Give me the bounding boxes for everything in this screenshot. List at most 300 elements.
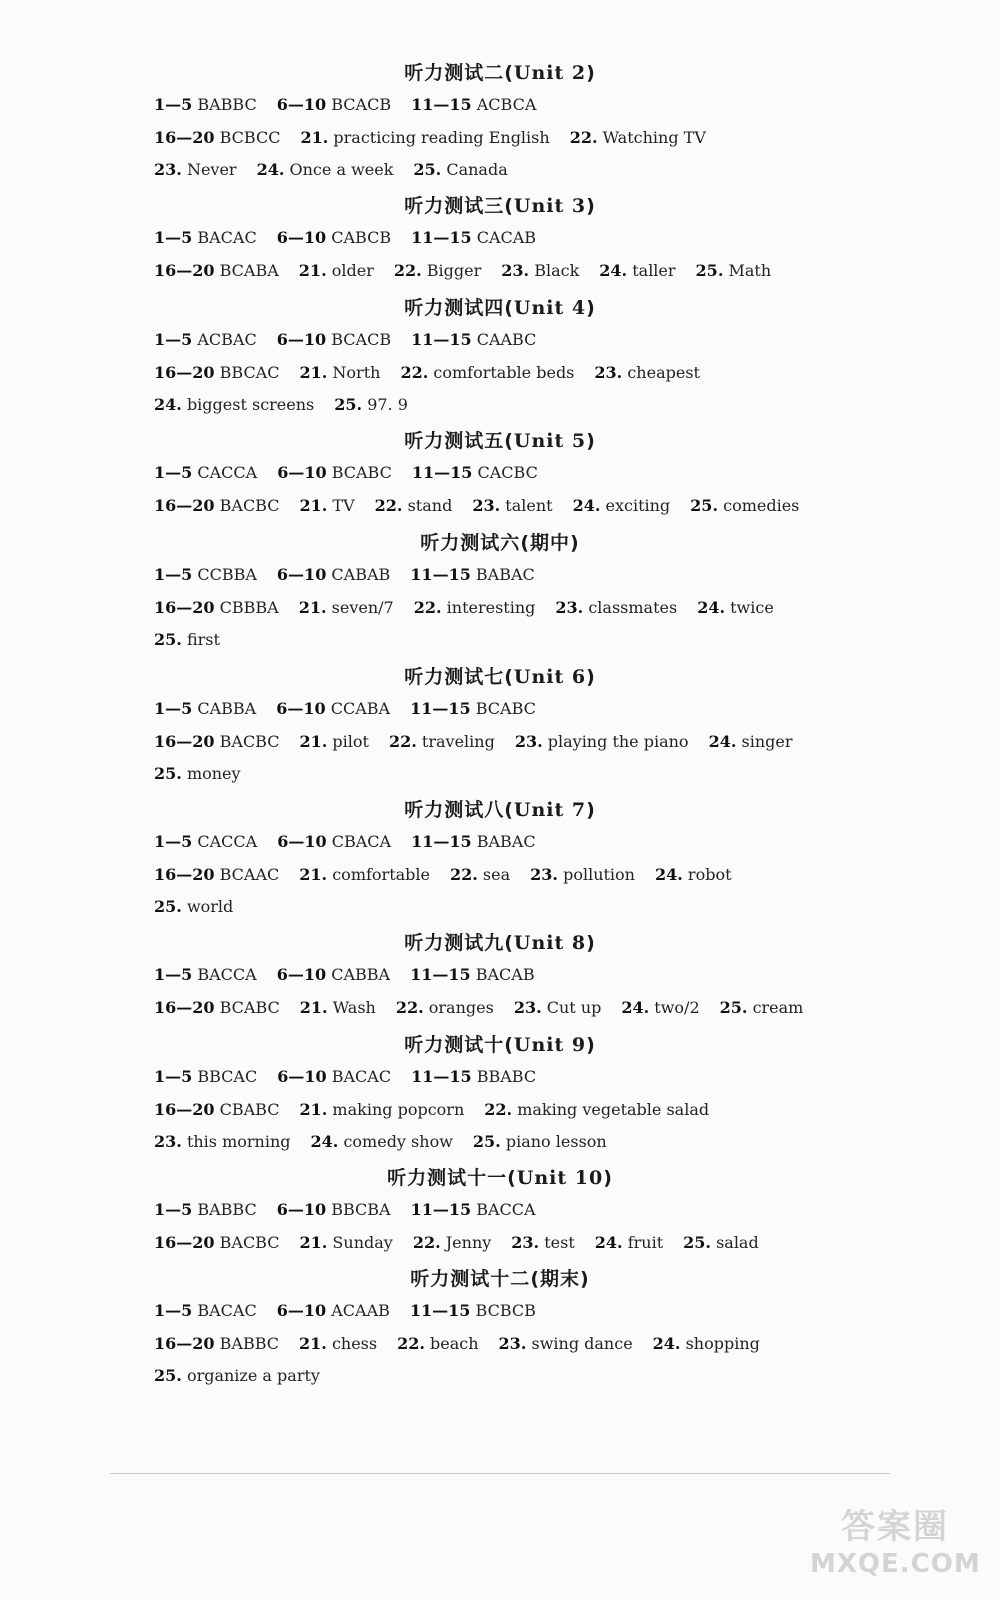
answer-item [411, 832, 536, 851]
section-title-cn: 听力测试六 [420, 532, 521, 554]
answer-row [154, 762, 974, 786]
section-title-cn: 听力测试二 [404, 62, 505, 84]
question-number: 22. [413, 597, 442, 617]
answer-value: organize a party [186, 1366, 320, 1386]
answer-item [154, 395, 314, 414]
watermark-en: MXQE.COM [810, 1549, 981, 1579]
question-number: 25. [719, 997, 748, 1017]
answer-value: piano lesson [505, 1132, 607, 1152]
question-number: 23. [498, 1333, 527, 1353]
answer-value: comfortable beds [433, 362, 575, 382]
answer-value: seven/7 [331, 597, 394, 617]
question-number: 21. [299, 997, 328, 1017]
answer-item [154, 496, 279, 515]
question-number: 24. [310, 1132, 339, 1152]
answer-item [595, 1233, 663, 1252]
answer-row [154, 730, 974, 754]
answer-item [411, 1067, 536, 1086]
answer-value: sea [482, 864, 511, 884]
answer-item [154, 998, 280, 1017]
question-number: 6—10 [276, 565, 327, 584]
answer-value: BCAAC [219, 864, 280, 884]
question-number: 1—5 [154, 965, 193, 984]
answer-item [530, 865, 635, 884]
answer-value: CACCA [197, 832, 258, 851]
section-title-unit: Unit 10 [516, 1167, 604, 1189]
section-title: 听力测试六(期中) [420, 532, 580, 554]
answer-value: beach [430, 1333, 479, 1353]
answer-item [154, 463, 257, 482]
answer-item [277, 95, 391, 114]
question-number: 23. [472, 495, 501, 515]
answer-value: CACAB [476, 228, 537, 247]
answer-item [154, 128, 280, 147]
answer-row [154, 461, 974, 485]
answer-item [154, 1233, 279, 1252]
answer-value: BABBC [219, 1333, 279, 1353]
answer-value: BCBCB [475, 1301, 536, 1320]
question-number: 24. [154, 395, 182, 415]
answer-item [277, 1067, 391, 1086]
answer-value: BCABA [219, 260, 279, 280]
answer-row [154, 259, 974, 283]
answer-item [299, 496, 354, 515]
question-number: 16—20 [154, 1333, 215, 1353]
question-number: 1—5 [154, 1067, 193, 1086]
answer-item [499, 1334, 633, 1353]
question-number: 6—10 [276, 1301, 327, 1320]
answer-row [154, 628, 974, 652]
answer-item [599, 261, 675, 280]
answer-item [299, 261, 374, 280]
question-number: 6—10 [277, 832, 327, 851]
answer-value: CABCB [331, 228, 392, 247]
answer-value: CCABA [330, 699, 391, 718]
answer-row [154, 1299, 974, 1323]
question-number: 25. [334, 395, 363, 415]
answer-item [154, 764, 241, 783]
answer-value: BCABC [219, 997, 280, 1017]
answer-value: stand [407, 495, 453, 515]
answer-item [299, 1334, 377, 1353]
answer-item [683, 1233, 759, 1252]
answer-row [154, 126, 974, 150]
question-number: 1—5 [154, 95, 193, 114]
answer-item [299, 1100, 464, 1119]
question-number: 24. [652, 1333, 681, 1353]
answer-value: talent [505, 495, 553, 515]
answer-value: Once a week [289, 160, 394, 180]
section-title: 听力测试五(Unit 5) [404, 430, 596, 452]
answer-item [154, 261, 279, 280]
answer-item [472, 496, 552, 515]
answer-row [154, 1198, 974, 1222]
question-number: 16—20 [154, 1099, 215, 1119]
question-number: 25. [690, 495, 719, 515]
answer-value: playing the piano [547, 731, 689, 751]
answer-item [413, 1233, 491, 1252]
answer-value: Watching TV [602, 127, 706, 147]
question-number: 22. [400, 362, 429, 382]
answer-item [414, 598, 536, 617]
section-title-unit: Unit 7 [513, 799, 587, 821]
question-number: 16—20 [154, 127, 215, 147]
question-number: 22. [569, 127, 598, 147]
question-number: 6—10 [276, 95, 327, 114]
answer-value: BCACB [331, 330, 392, 349]
question-number: 23. [555, 597, 584, 617]
answer-value: biggest screens [186, 395, 315, 415]
question-number: 22. [449, 864, 478, 884]
question-number: 11—15 [411, 228, 472, 247]
section-title: 听力测试三(Unit 3) [404, 195, 596, 217]
question-number: 23. [513, 997, 542, 1017]
watermark-logo [810, 1505, 980, 1590]
answer-row [154, 226, 974, 250]
question-number: 23. [530, 864, 558, 884]
answer-item [400, 363, 574, 382]
answer-value: CAABC [476, 330, 537, 349]
answer-value: TV [332, 495, 355, 515]
answer-value: Wash [332, 997, 376, 1017]
question-number: 21. [298, 260, 327, 280]
question-number: 11—15 [411, 330, 472, 349]
question-number: 1—5 [154, 565, 193, 584]
answer-item [410, 699, 536, 718]
answer-value: CBABC [219, 1099, 280, 1119]
section-title-unit: Unit 3 [513, 195, 587, 217]
answer-value: CABAB [331, 565, 391, 584]
question-number: 24. [708, 731, 737, 751]
question-number: 22. [397, 1333, 425, 1353]
answer-row [154, 1364, 974, 1388]
answer-item [389, 732, 495, 751]
answer-item [154, 699, 256, 718]
answer-item [300, 128, 549, 147]
answer-value: BACAC [197, 1301, 257, 1320]
question-number: 24. [599, 260, 628, 280]
answer-item [573, 496, 671, 515]
question-number: 11—15 [411, 832, 472, 851]
answer-row [154, 830, 974, 854]
answer-value: comedy show [343, 1132, 453, 1152]
answer-row [154, 494, 974, 518]
answer-row [154, 158, 974, 182]
answer-value: money [186, 764, 241, 784]
answer-value: BCABC [475, 699, 536, 718]
answer-value: comfortable [332, 864, 430, 884]
answer-value: BACAC [331, 1067, 392, 1086]
answer-value: BACAC [197, 228, 257, 247]
answer-value: Bigger [426, 260, 482, 280]
answer-item [515, 732, 689, 751]
answer-item [277, 1200, 391, 1219]
answer-item [277, 1301, 390, 1320]
answer-item [412, 463, 538, 482]
answer-item [514, 998, 602, 1017]
answer-value: Canada [446, 160, 508, 180]
answer-value: BABAC [476, 832, 536, 851]
answer-value: BACBC [219, 1232, 280, 1252]
answer-value: making popcorn [332, 1099, 465, 1119]
question-number: 22. [395, 997, 424, 1017]
answer-value: comedies [723, 495, 800, 515]
question-number: 11—15 [411, 1067, 472, 1086]
answer-item [410, 565, 535, 584]
answer-item [655, 865, 732, 884]
question-number: 25. [154, 764, 182, 784]
answer-value: swing dance [531, 1333, 633, 1353]
question-number: 21. [299, 1333, 327, 1353]
answer-value: BCABC [331, 463, 392, 482]
question-number: 11—15 [409, 1301, 471, 1320]
section-title-cn: 听力测试三 [404, 195, 505, 217]
question-number: 1—5 [154, 330, 193, 349]
answer-item [653, 1334, 760, 1353]
question-number: 24. [572, 495, 601, 515]
answer-value: Black [534, 260, 580, 280]
question-number: 21. [299, 362, 328, 382]
answer-value: Math [728, 260, 772, 280]
section-title: 听力测试四(Unit 4) [404, 297, 596, 319]
answer-value: BCBCC [219, 127, 281, 147]
answer-item [154, 1200, 257, 1219]
answer-value: BBCAC [219, 362, 280, 382]
section-title: 听力测试十二(期末) [410, 1268, 590, 1290]
answer-item [154, 897, 233, 916]
question-number: 16—20 [154, 495, 215, 515]
answer-item [410, 1301, 536, 1320]
answer-value: BACBC [219, 731, 280, 751]
answer-value: fruit [627, 1232, 664, 1252]
question-number: 1—5 [154, 463, 193, 482]
answer-item [720, 998, 804, 1017]
answer-row [154, 1231, 974, 1255]
answer-row [154, 1098, 974, 1122]
section-title-cn: 听力测试四 [404, 297, 505, 319]
question-number: 16—20 [154, 362, 215, 382]
answer-value: BABBC [197, 1200, 257, 1219]
answer-item [334, 395, 408, 414]
answer-value: 97. 9 [367, 395, 408, 415]
answer-value: cheapest [627, 362, 700, 382]
answer-row [154, 596, 974, 620]
answer-item [555, 598, 677, 617]
answer-item [154, 95, 257, 114]
answer-item [154, 1334, 279, 1353]
answer-item [154, 228, 257, 247]
question-number: 11—15 [410, 565, 471, 584]
answer-value: pollution [563, 864, 635, 884]
question-number: 6—10 [276, 699, 326, 718]
answer-value: pilot [332, 731, 369, 751]
section-title: 听力测试七(Unit 6) [404, 666, 596, 688]
answer-value: robot [687, 864, 732, 884]
section-title-cn: 听力测试十二 [410, 1268, 531, 1290]
answer-item [299, 598, 394, 617]
answer-value: ACBCA [476, 95, 537, 114]
answer-value: CACBC [477, 463, 538, 482]
question-number: 22. [393, 260, 422, 280]
answer-value: CABBA [197, 699, 257, 718]
section-title-unit: Unit 8 [513, 932, 587, 954]
question-number: 6—10 [276, 228, 327, 247]
answer-item [311, 1132, 453, 1151]
section-title-cn: 听力测试五 [404, 430, 505, 452]
answer-item [299, 865, 430, 884]
answer-row [154, 863, 974, 887]
section-title: 听力测试八(Unit 7) [404, 799, 596, 821]
section-title-unit: 期中 [530, 532, 571, 554]
answer-item [154, 1301, 257, 1320]
question-number: 16—20 [154, 864, 215, 884]
answer-item [413, 160, 507, 179]
answer-row [154, 996, 974, 1020]
answer-item [154, 732, 279, 751]
answer-value: test [544, 1232, 575, 1252]
answer-item [276, 699, 390, 718]
answer-value: BABBC [197, 95, 257, 114]
question-number: 23. [511, 1232, 540, 1252]
question-number: 24. [594, 1232, 623, 1252]
question-number: 16—20 [154, 260, 215, 280]
answer-row [154, 361, 974, 385]
question-number: 21. [299, 731, 328, 751]
question-number: 25. [683, 1232, 711, 1252]
answer-item [154, 865, 279, 884]
answer-item [397, 1334, 478, 1353]
answer-item [450, 865, 510, 884]
answer-value: traveling [421, 731, 495, 751]
answer-value: CBACA [331, 832, 392, 851]
question-number: 22. [388, 731, 417, 751]
answer-value: BACBC [219, 495, 280, 515]
answer-row [154, 697, 974, 721]
question-number: 21. [299, 864, 328, 884]
answer-value: Cut up [546, 997, 602, 1017]
answer-row [154, 963, 974, 987]
answer-item [690, 496, 799, 515]
answer-value: salad [716, 1232, 759, 1252]
question-number: 16—20 [154, 597, 215, 617]
watermark-cn: 答案圈 [841, 1507, 949, 1547]
answer-value: this morning [186, 1132, 291, 1152]
answer-item [396, 998, 494, 1017]
answer-row [154, 895, 974, 919]
answer-value: BACCA [197, 965, 257, 984]
answer-value: CBBBA [219, 597, 279, 617]
question-number: 16—20 [154, 731, 215, 751]
answer-value: BBCBA [331, 1200, 391, 1219]
answer-item [501, 261, 579, 280]
answer-item [154, 565, 257, 584]
question-number: 21. [298, 597, 327, 617]
question-number: 1—5 [154, 832, 193, 851]
answer-item [277, 965, 390, 984]
answer-item [154, 1067, 257, 1086]
question-number: 16—20 [154, 1232, 215, 1252]
question-number: 1—5 [154, 1301, 193, 1320]
answer-item [411, 330, 536, 349]
question-number: 11—15 [411, 463, 473, 482]
answer-item [154, 965, 257, 984]
answer-value: CACCA [197, 463, 258, 482]
question-number: 6—10 [276, 1200, 327, 1219]
section-title-cn: 听力测试八 [404, 799, 505, 821]
answer-item [411, 1200, 536, 1219]
answer-item [511, 1233, 574, 1252]
answer-item [300, 998, 376, 1017]
question-number: 11—15 [410, 699, 471, 718]
answer-item [709, 732, 793, 751]
answer-value: exciting [605, 495, 671, 515]
section-title-cn: 听力测试九 [404, 932, 505, 954]
question-number: 6—10 [277, 1067, 327, 1086]
question-number: 22. [374, 495, 403, 515]
question-number: 11—15 [410, 1200, 472, 1219]
answer-row [154, 1332, 974, 1356]
answer-value: CCBBA [197, 565, 257, 584]
question-number: 1—5 [154, 228, 193, 247]
question-number: 6—10 [276, 965, 327, 984]
answer-value: chess [331, 1333, 378, 1353]
question-number: 23. [594, 362, 623, 382]
question-number: 23. [154, 160, 182, 180]
answer-value: twice [730, 597, 774, 617]
answer-item [277, 832, 391, 851]
answer-item [154, 363, 279, 382]
question-number: 16—20 [154, 997, 215, 1017]
answer-item [411, 95, 536, 114]
answer-value: cream [752, 997, 804, 1017]
answer-value: world [186, 897, 234, 917]
answer-item [299, 363, 380, 382]
answer-value: BCACB [331, 95, 392, 114]
question-number: 23. [501, 260, 530, 280]
answer-item [299, 1233, 392, 1252]
answer-item [154, 1366, 320, 1385]
question-number: 25. [154, 630, 182, 650]
answer-value: BBABC [476, 1067, 537, 1086]
answer-row [154, 563, 974, 587]
question-number: 24. [256, 160, 285, 180]
answer-item [154, 1132, 291, 1151]
section-title-unit: 期末 [540, 1268, 581, 1290]
answer-item [394, 261, 481, 280]
answer-item [277, 565, 390, 584]
answer-value: practicing reading English [333, 127, 550, 147]
answer-item [277, 228, 391, 247]
answer-item [257, 160, 394, 179]
question-number: 22. [412, 1232, 441, 1252]
question-number: 25. [154, 897, 182, 917]
answer-item [570, 128, 706, 147]
answer-value: classmates [588, 597, 678, 617]
section-title: 听力测试二(Unit 2) [404, 62, 596, 84]
answer-item [410, 965, 535, 984]
question-number: 22. [484, 1099, 513, 1119]
answer-item [154, 160, 237, 179]
answer-item [154, 832, 257, 851]
answer-value: ACBAC [197, 330, 257, 349]
answer-value: Sunday [332, 1232, 393, 1252]
answer-value: BBCAC [197, 1067, 258, 1086]
section-title-unit: Unit 2 [513, 62, 587, 84]
section-title-unit: Unit 9 [513, 1034, 587, 1056]
section-title-cn: 听力测试七 [404, 666, 505, 688]
question-number: 25. [154, 1366, 182, 1386]
answer-item [154, 330, 257, 349]
